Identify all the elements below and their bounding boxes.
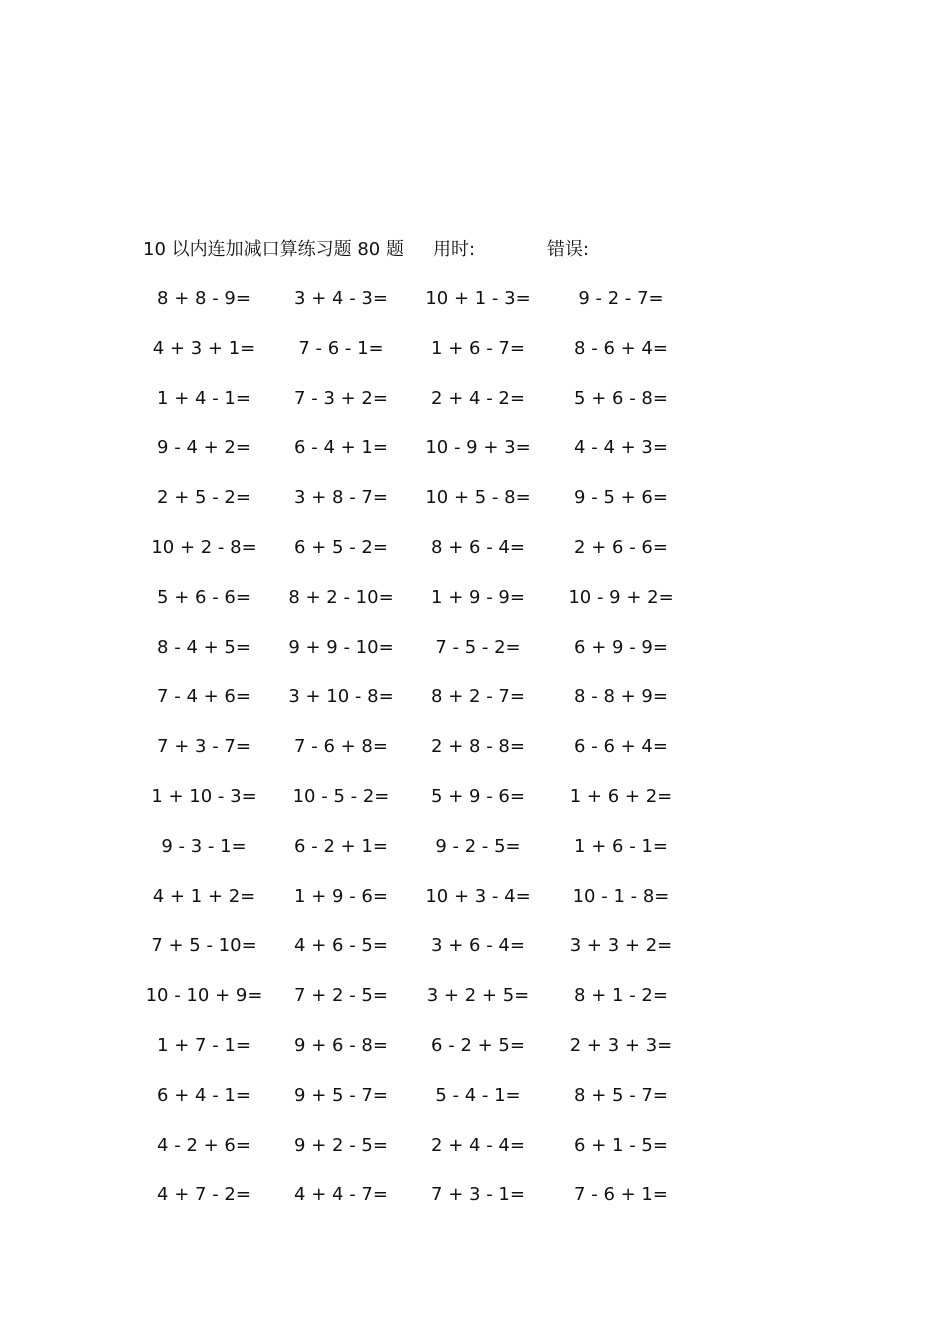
problem-grid	[0, 284, 950, 1230]
problem-row	[0, 782, 950, 832]
arithmetic-problem: 8 + 2 - 10=	[288, 586, 394, 608]
arithmetic-problem: 8 + 8 - 9=	[157, 288, 251, 309]
problem-row	[0, 832, 950, 882]
problem-row	[0, 732, 950, 782]
problem-row	[0, 1081, 950, 1131]
arithmetic-problem: 1 + 10 - 3=	[151, 785, 257, 807]
arithmetic-problem: 8 + 1 - 2=	[574, 985, 668, 1007]
problem-row	[0, 284, 950, 334]
arithmetic-problem: 10 + 5 - 8=	[425, 487, 531, 509]
arithmetic-problem: 10 - 1 - 8=	[572, 885, 670, 907]
problem-row	[0, 931, 950, 981]
arithmetic-problem: 9 - 2 - 7=	[578, 288, 664, 309]
problem-row	[0, 1031, 950, 1081]
arithmetic-problem: 10 + 3 - 4=	[425, 885, 531, 907]
arithmetic-problem: 5 + 6 - 6=	[157, 586, 251, 608]
problem-row	[0, 1131, 950, 1181]
arithmetic-problem: 5 + 6 - 8=	[574, 387, 668, 409]
arithmetic-problem: 4 + 4 - 7=	[294, 1184, 388, 1206]
arithmetic-problem: 7 + 3 - 7=	[157, 736, 251, 758]
arithmetic-problem: 6 - 2 + 1=	[294, 835, 388, 857]
arithmetic-problem: 6 - 4 + 1=	[294, 437, 388, 459]
arithmetic-problem: 2 + 6 - 6=	[574, 536, 668, 558]
problem-row	[0, 981, 950, 1031]
worksheet-header	[143, 236, 703, 264]
arithmetic-problem: 9 - 2 - 5=	[435, 835, 521, 857]
problem-row	[0, 433, 950, 483]
time-used-label: 用时:	[433, 239, 476, 260]
arithmetic-problem: 4 + 3 + 1=	[152, 337, 256, 359]
arithmetic-problem: 3 + 3 + 2=	[569, 935, 673, 957]
arithmetic-problem: 6 + 5 - 2=	[294, 536, 388, 558]
arithmetic-problem: 7 - 3 + 2=	[294, 387, 388, 409]
arithmetic-problem: 1 + 7 - 1=	[157, 1034, 251, 1056]
arithmetic-problem: 6 - 2 + 5=	[431, 1034, 525, 1056]
arithmetic-problem: 7 + 2 - 5=	[294, 985, 388, 1007]
arithmetic-problem: 1 + 4 - 1=	[157, 387, 251, 409]
arithmetic-problem: 1 + 6 + 2=	[569, 785, 673, 807]
arithmetic-problem: 7 - 6 - 1=	[298, 337, 384, 359]
arithmetic-problem: 7 - 5 - 2=	[435, 636, 521, 658]
arithmetic-problem: 3 + 8 - 7=	[294, 487, 388, 509]
arithmetic-problem: 1 + 9 - 6=	[294, 885, 388, 907]
arithmetic-problem: 6 + 1 - 5=	[574, 1134, 668, 1156]
arithmetic-problem: 9 + 5 - 7=	[294, 1084, 388, 1106]
arithmetic-problem: 8 + 6 - 4=	[431, 536, 525, 558]
arithmetic-problem: 9 + 6 - 8=	[294, 1034, 388, 1056]
arithmetic-problem: 3 + 2 + 5=	[426, 985, 530, 1007]
arithmetic-problem: 7 - 6 + 8=	[294, 736, 388, 758]
arithmetic-problem: 2 + 5 - 2=	[157, 487, 251, 509]
arithmetic-problem: 4 - 4 + 3=	[574, 437, 668, 459]
arithmetic-problem: 7 + 3 - 1=	[431, 1184, 525, 1206]
arithmetic-problem: 3 + 6 - 4=	[431, 935, 525, 957]
arithmetic-problem: 8 + 5 - 7=	[574, 1084, 668, 1106]
arithmetic-problem: 4 + 7 - 2=	[157, 1184, 251, 1206]
problem-row	[0, 384, 950, 434]
problem-row	[0, 583, 950, 633]
arithmetic-problem: 8 - 6 + 4=	[574, 337, 668, 359]
arithmetic-problem: 9 + 2 - 5=	[294, 1134, 388, 1156]
arithmetic-problem: 4 - 2 + 6=	[157, 1134, 251, 1156]
arithmetic-problem: 3 + 10 - 8=	[288, 686, 394, 708]
arithmetic-problem: 7 - 6 + 1=	[574, 1184, 668, 1206]
arithmetic-problem: 5 + 9 - 6=	[431, 785, 525, 807]
arithmetic-problem: 8 + 2 - 7=	[431, 686, 525, 708]
arithmetic-problem: 2 + 3 + 3=	[569, 1034, 673, 1056]
arithmetic-problem: 10 - 5 - 2=	[292, 785, 390, 807]
arithmetic-problem: 3 + 4 - 3=	[294, 288, 388, 309]
problem-row	[0, 682, 950, 732]
arithmetic-problem: 2 + 4 - 4=	[431, 1134, 525, 1156]
arithmetic-problem: 4 + 1 + 2=	[152, 885, 256, 907]
arithmetic-problem: 6 + 9 - 9=	[574, 636, 668, 658]
arithmetic-problem: 7 - 4 + 6=	[157, 686, 251, 708]
arithmetic-problem: 9 + 9 - 10=	[288, 636, 394, 658]
arithmetic-problem: 10 - 10 + 9=	[145, 985, 263, 1007]
arithmetic-problem: 4 + 6 - 5=	[294, 935, 388, 957]
arithmetic-problem: 9 - 5 + 6=	[574, 487, 668, 509]
arithmetic-problem: 9 - 3 - 1=	[161, 835, 247, 857]
arithmetic-problem: 10 - 9 + 2=	[568, 586, 674, 608]
arithmetic-problem: 10 - 9 + 3=	[425, 437, 531, 459]
problem-row	[0, 633, 950, 683]
problem-row	[0, 533, 950, 583]
arithmetic-problem: 7 + 5 - 10=	[151, 935, 257, 957]
arithmetic-problem: 9 - 4 + 2=	[157, 437, 251, 459]
error-count-label: 错误:	[547, 239, 590, 260]
arithmetic-problem: 1 + 9 - 9=	[431, 586, 525, 608]
arithmetic-problem: 10 + 2 - 8=	[151, 536, 257, 558]
arithmetic-problem: 5 - 4 - 1=	[435, 1084, 521, 1106]
arithmetic-problem: 2 + 4 - 2=	[431, 387, 525, 409]
arithmetic-problem: 8 - 8 + 9=	[574, 686, 668, 708]
problem-row	[0, 882, 950, 932]
problem-row	[0, 1180, 950, 1230]
problem-row	[0, 483, 950, 533]
arithmetic-problem: 10 + 1 - 3=	[425, 288, 531, 309]
problem-row	[0, 334, 950, 384]
arithmetic-problem: 8 - 4 + 5=	[157, 636, 251, 658]
worksheet-title: 10 以内连加减口算练习题 80 题	[143, 239, 404, 260]
arithmetic-problem: 2 + 8 - 8=	[431, 736, 525, 758]
arithmetic-problem: 1 + 6 - 7=	[431, 337, 525, 359]
arithmetic-problem: 6 + 4 - 1=	[157, 1084, 251, 1106]
arithmetic-problem: 6 - 6 + 4=	[574, 736, 668, 758]
arithmetic-problem: 1 + 6 - 1=	[574, 835, 668, 857]
